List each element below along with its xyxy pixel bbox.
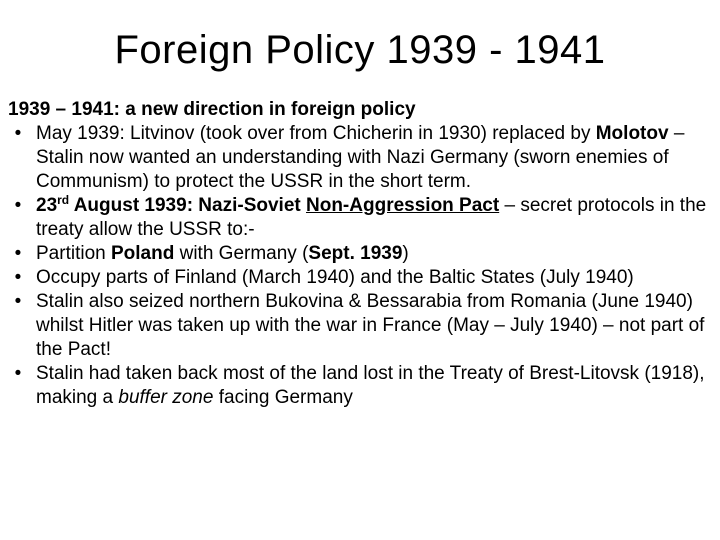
bullet-icon: • bbox=[14, 243, 22, 264]
bullet-item bbox=[8, 266, 712, 290]
bullet-text: May 1939: Litvinov (took over from Chicherin in 1930) replaced by bbox=[36, 123, 596, 144]
bullet-text: Occupy parts of Finland (March 1940) and the Baltic States (July 1940) bbox=[36, 267, 634, 288]
bullet-bold-text: 23 bbox=[36, 195, 58, 216]
bullet-bold-text: Sept. 1939 bbox=[308, 243, 403, 264]
bullet-list bbox=[8, 122, 712, 410]
bullet-item bbox=[8, 290, 712, 362]
bullet-icon: • bbox=[14, 291, 22, 312]
bullet-icon: • bbox=[14, 363, 22, 384]
bullet-item bbox=[8, 242, 712, 266]
slide-title: Foreign Policy 1939 - 1941 bbox=[114, 28, 606, 72]
bullet-item bbox=[8, 122, 712, 194]
bullet-item bbox=[8, 362, 712, 410]
bullet-text: facing Germany bbox=[213, 387, 353, 408]
bullet-text: – Stalin now wanted an understanding with Nazi Germany (sworn enemies of Communism) to protect the USSR in the short term. bbox=[36, 123, 685, 192]
bullet-icon: • bbox=[14, 267, 22, 288]
section-heading: 1939 – 1941: a new direction in foreign policy bbox=[8, 99, 416, 120]
bullet-text: Stalin also seized northern Bukovina & Bessarabia from Romania (June 1940) whilst Hitler was taken up with the war in France (May – July 1940) – not part of the Pact! bbox=[36, 291, 705, 360]
bullet-bold-text: Molotov bbox=[595, 123, 669, 144]
slide-body bbox=[8, 98, 712, 410]
bullet-text: Stalin had taken back most of the land lost in the Treaty of Brest-Litovsk (1918), making a bbox=[36, 363, 705, 408]
bullet-bold-text: August 1939: Nazi-Soviet bbox=[69, 195, 306, 216]
bullet-text: Partition bbox=[36, 243, 111, 264]
ordinal-suffix: rd bbox=[57, 193, 70, 207]
bullet-item bbox=[8, 194, 712, 242]
bullet-italic-text: buffer zone bbox=[118, 387, 214, 408]
bullet-text: ) bbox=[402, 243, 409, 264]
bullet-icon: • bbox=[14, 195, 22, 216]
bullet-text: – secret protocols in the treaty allow the USSR to:- bbox=[36, 195, 707, 240]
bullet-bold-text: Poland bbox=[110, 243, 175, 264]
bullet-text: with Germany ( bbox=[174, 243, 309, 264]
bullet-icon: • bbox=[14, 123, 22, 144]
bullet-bold-underlined-text: Non-Aggression Pact bbox=[306, 195, 500, 216]
